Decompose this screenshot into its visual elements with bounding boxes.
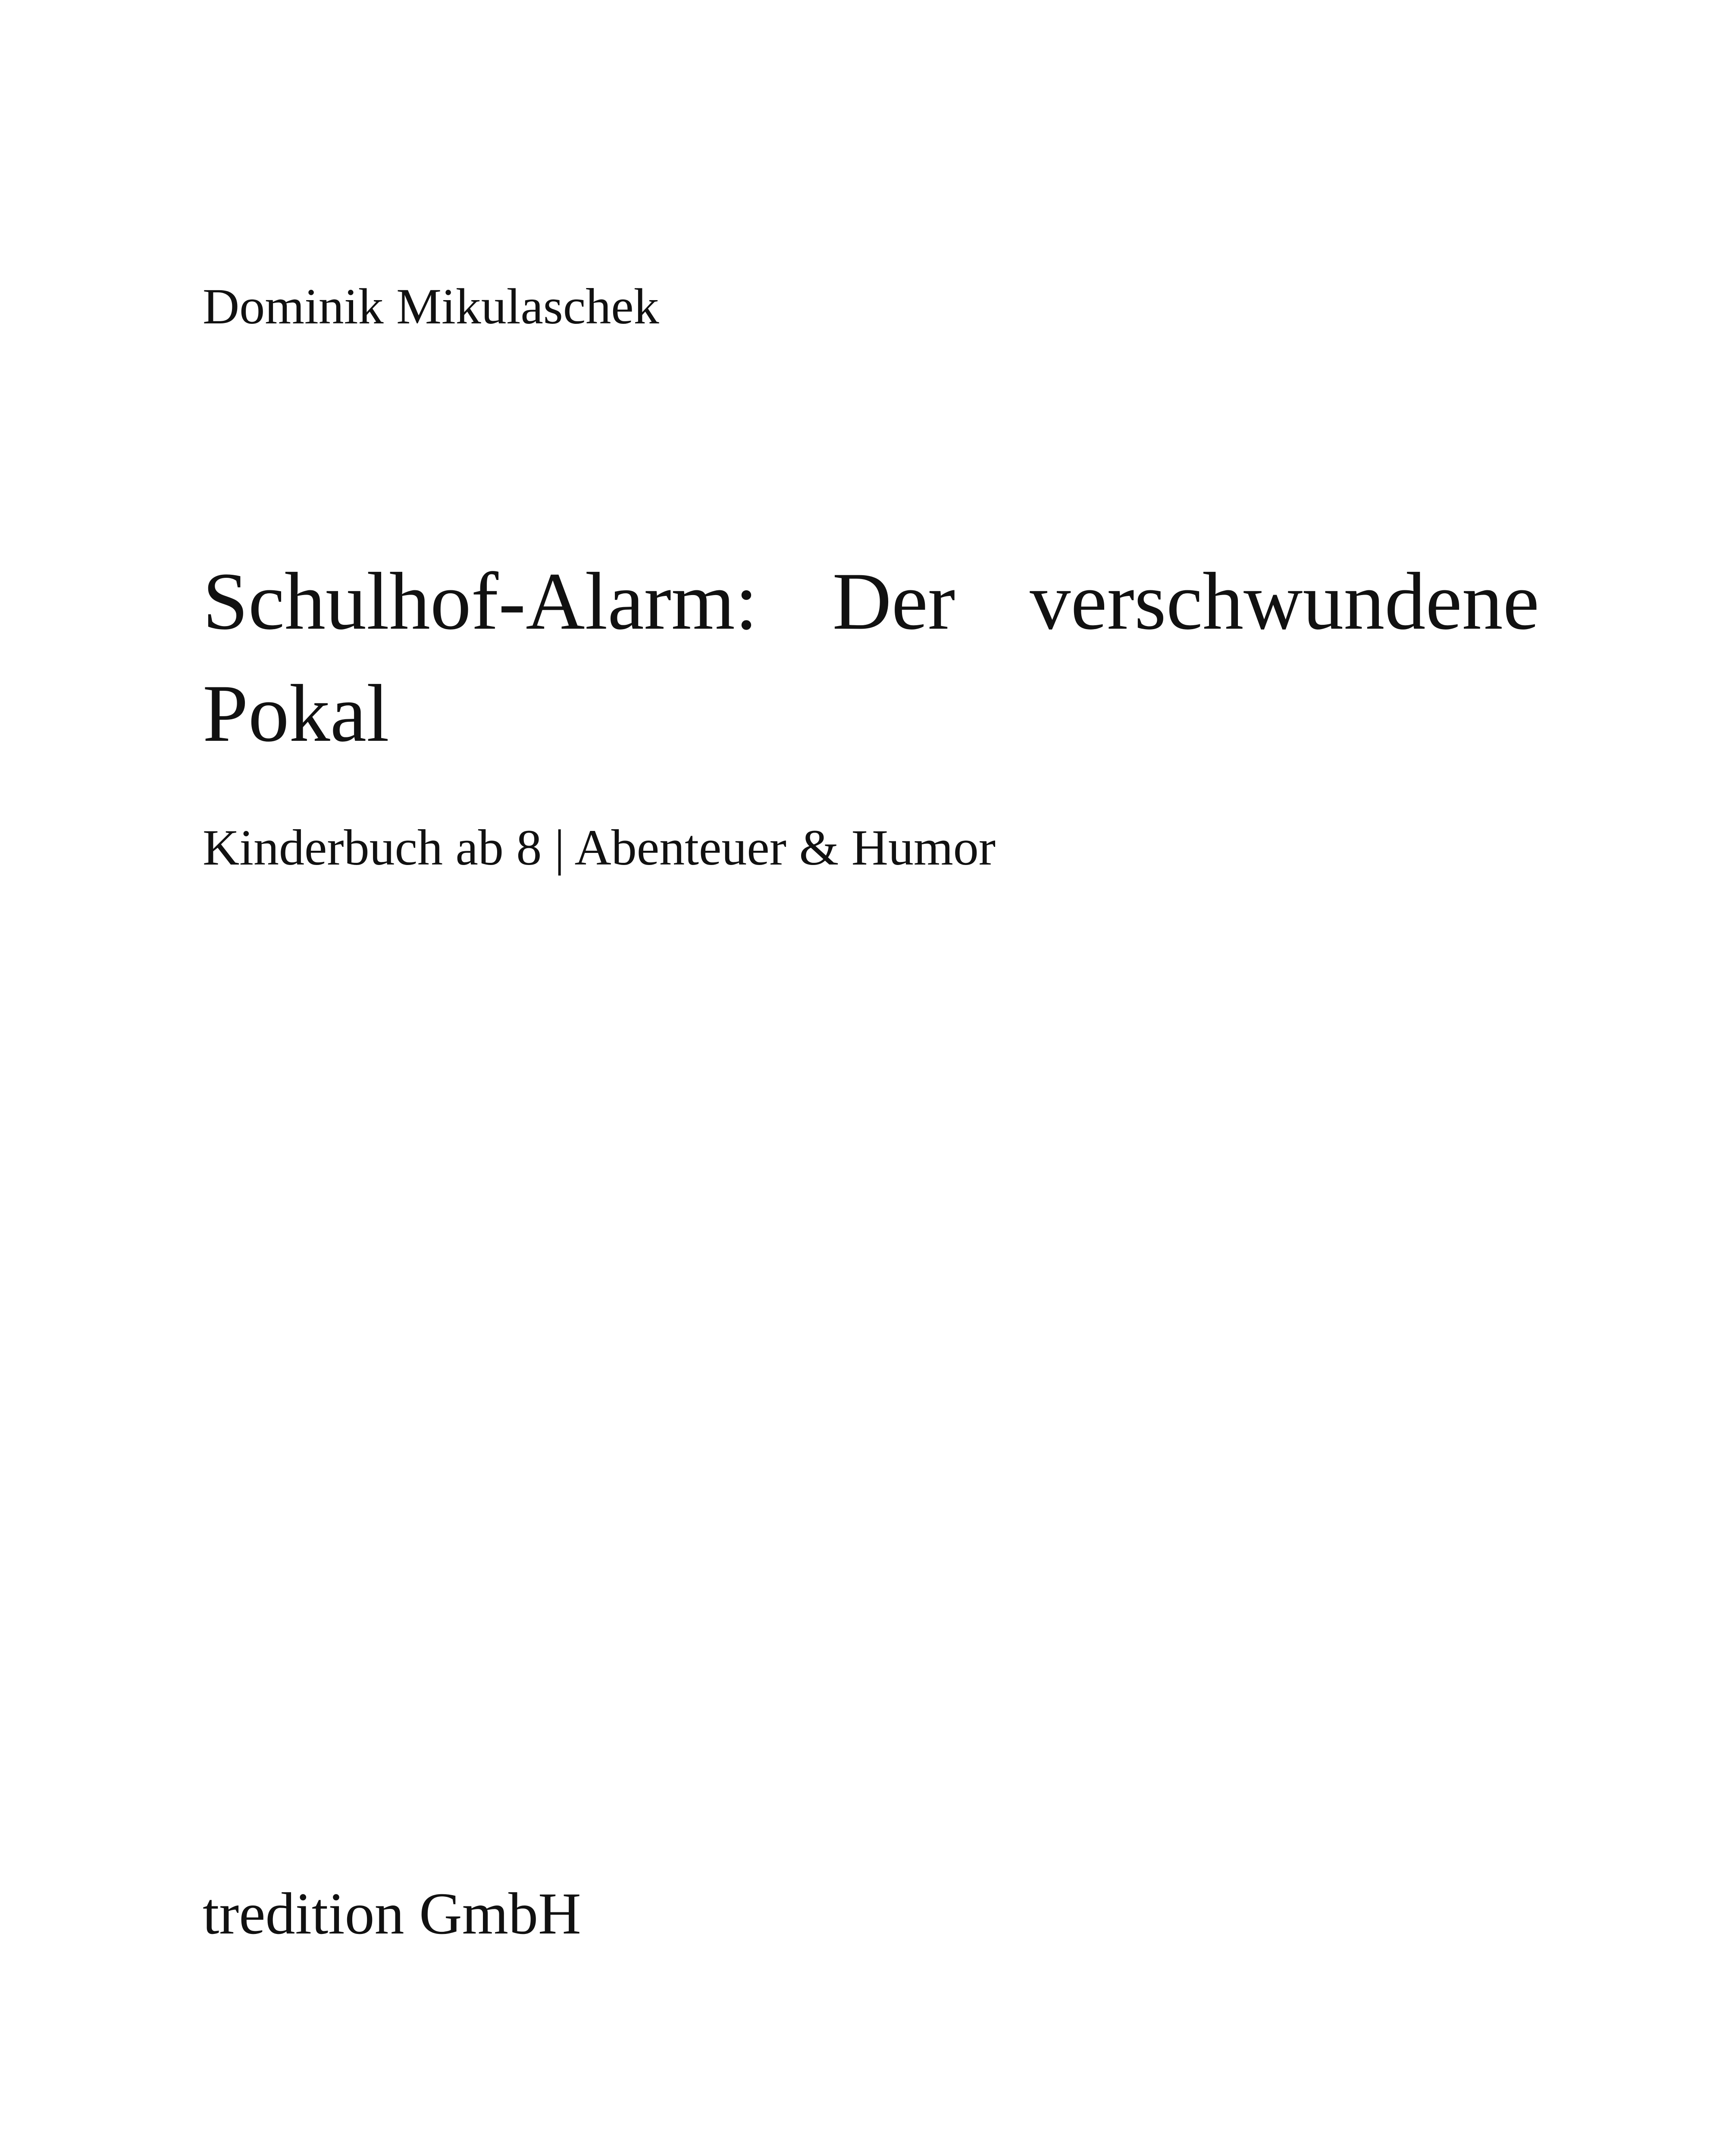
- author-name: Dominik Mikulaschek: [203, 278, 659, 335]
- publisher-name: tredition GmbH: [203, 1880, 581, 1946]
- book-subtitle: Kinderbuch ab 8 | Abenteuer & Humor: [203, 819, 996, 876]
- book-title: Schulhof-Alarm: Der verschwundene Pokal: [203, 556, 1539, 759]
